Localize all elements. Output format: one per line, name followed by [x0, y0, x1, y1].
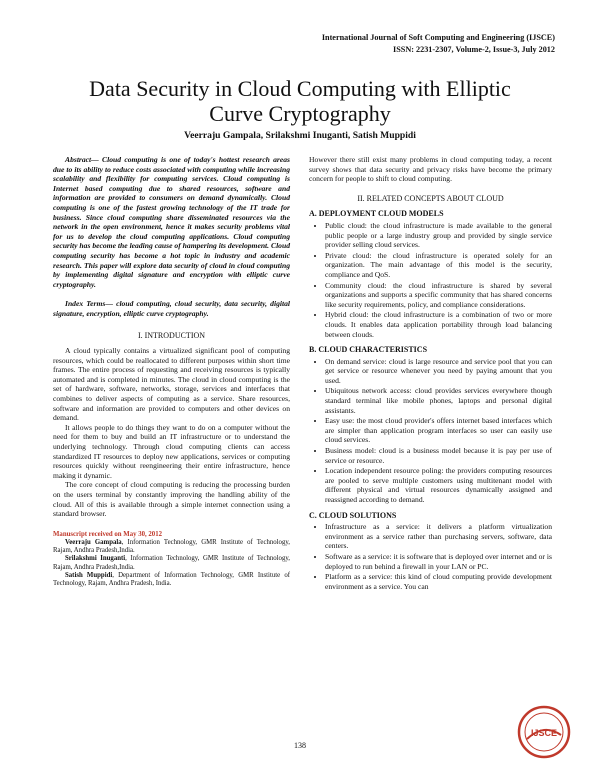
deployment-models-list [309, 221, 552, 339]
abstract: Abstract— Cloud computing is one of today's hottest research areas due to its ability to reduce costs associated with computing while increasing scalability and flexibility for computing services. Cloud computing is Internet based computing due to shared resources, software and information are provided to consumers on demand dynamically. Cloud computing is one of the fastest growing technology of the IT trade for business. Since cloud computing share disseminated resources via the network in the open environment, hence it makes security problems vital for us to develop the cloud computing applications. Cloud computing security has become the leading cause of hampering its development. Cloud computing security has become a hot topic in industry and academic research. This paper will explore data security of cloud in cloud computing by implementing digital signature and encryption with elliptic curve cryptography. [53, 155, 290, 289]
title-line-1: Data Security in Cloud Computing with Elliptic [89, 76, 511, 101]
author-affiliation [53, 572, 290, 588]
author-name: Srilakshmi Inuganti [65, 555, 126, 563]
journal-header [322, 32, 555, 56]
list-item: • Location independent resource poling: the providers computing resources are pooled to serve multiple customers using multitenant model with different physical and virtual resources dynamically assigned and reassigned according to demand. [325, 466, 552, 504]
subsection-heading-deployment: A. DEPLOYMENT CLOUD MODELS [309, 209, 444, 219]
page-number: 138 [294, 741, 306, 750]
index-terms: Index Terms— cloud computing, cloud security, data security, digital signature, encryption, elliptic curve cryptography. [53, 299, 290, 318]
list-item: • Private cloud: the cloud infrastructure is operated solely for an organization. The main advantage of this model is the security, compliance and QoS. [325, 251, 552, 280]
subsection-heading-solutions: C. CLOUD SOLUTIONS [309, 510, 397, 520]
list-item: • Infrastructure as a service: it delivers a platform virtualization environment as a service rather than purchasing servers, software, data centers. [325, 522, 552, 551]
list-item: • Platform as a service: this kind of cloud computing provide development environment as a service. You can [325, 572, 552, 591]
list-item: • Public cloud: the cloud infrastructure is made available to the general public people or a large industry group and provided by single service provider selling cloud services. [325, 221, 552, 250]
list-item: • On demand service: cloud is large resource and service pool that you can get service or resource whenever you need by paying amount that you used. [325, 357, 552, 386]
author-affiliation [53, 539, 290, 555]
list-item: • Easy use: the most cloud provider's offers internet based interfaces which are simpler than application program interfaces so user can easily use cloud services. [325, 416, 552, 445]
list-item: • Ubiquitous network access: cloud provides services everywhere though standard terminal like mobile phones, laptops and personal digital assistants. [325, 386, 552, 415]
affiliation-text: , Information Technology, GMR Institute of Technology, Rajam, Andhra Pradesh,India. [53, 555, 290, 571]
list-item: • Community cloud: the cloud infrastructure is shared by several organizations and supports a specific community that has shared concerns like security requirements, policy, and compliance considerations. [325, 281, 552, 310]
list-item: • Hybrid cloud: the cloud infrastructure is a combination of two or more clouds. It enables data application portability through load balancing between clouds. [325, 310, 552, 339]
title-line-2: Curve Cryptography [209, 101, 391, 126]
author-name: Satish Muppidi [65, 571, 113, 579]
manuscript-note [53, 531, 290, 588]
list-item: • Software as a service: it is software that is deployed over internet and or is deployed to run behind a firewall in your LAN or PC. [325, 552, 552, 571]
journal-name: International Journal of Soft Computing and Engineering (IJSCE) [321, 33, 555, 42]
paper-title [40, 76, 560, 126]
subsection-heading-characteristics: B. CLOUD CHARACTERISTICS [309, 345, 428, 355]
affiliation-text: , Department of Information Technology, GMR Institute of Technology, Rajam, Andhra Pradesh, India. [53, 571, 290, 587]
intro-paragraph-2: It allows people to do things they want to do on a computer without the need for them to buy and build an IT infrastructure or to understand the underlying technology. Through cloud computing clients can access standardized IT resources to deploy new applications, services or computing resources quickly without reengineering their entire infrastructure, hence making it dynamic. [53, 422, 290, 480]
solutions-list [309, 522, 552, 591]
right-column [309, 155, 552, 592]
intro-paragraph-1: A cloud typically contains a virtualized significant pool of computing resources, which could be reallocated to different purposes within short time frames. The entire process of requesting and receiving resources is typically automated and is completed in minutes. The cloud in cloud computing is the set of hardware, software, networks, storage, services and interfaces that combines to deliver aspects of computing as a service. Share resources, software and information are provided to computers and other devices on demand. [53, 346, 290, 423]
list-item: • Business model: cloud is a business model because it is pay per use of service or resource. [325, 446, 552, 465]
author-list: Veerraju Gampala, Srilakshmi Inuganti, Satish Muppidi [184, 130, 416, 141]
left-column [53, 155, 290, 588]
intro-paragraph-3: The core concept of cloud computing is reducing the processing burden on the users terminal by constantly improving the handling ability of the cloud. All of this is available through a simple internet connection using a standard browser. [53, 480, 290, 519]
journal-issn: ISSN: 2231-2307, Volume-2, Issue-3, July 2012 [393, 45, 555, 54]
logo-text: IJSCE [530, 728, 558, 738]
section-heading-related-concepts: II. RELATED CONCEPTS ABOUT CLOUD [357, 193, 504, 203]
author-affiliation [53, 555, 290, 571]
ijsce-logo [517, 705, 571, 759]
section-heading-introduction: I. INTRODUCTION [137, 330, 206, 340]
manuscript-received: Manuscript received on May 30, 2012 [53, 530, 162, 538]
characteristics-list [309, 357, 552, 505]
author-name: Veerraju Gampala [65, 538, 122, 546]
intro-continuation: However there still exist many problems in cloud computing today, a recent survey shows that data security and privacy risks have become the primary concern for people to shift to cloud computing. [309, 155, 552, 184]
affiliation-text: , Information Technology, GMR Institute of Technology, Rajam, Andhra Pradesh,India. [53, 538, 290, 555]
